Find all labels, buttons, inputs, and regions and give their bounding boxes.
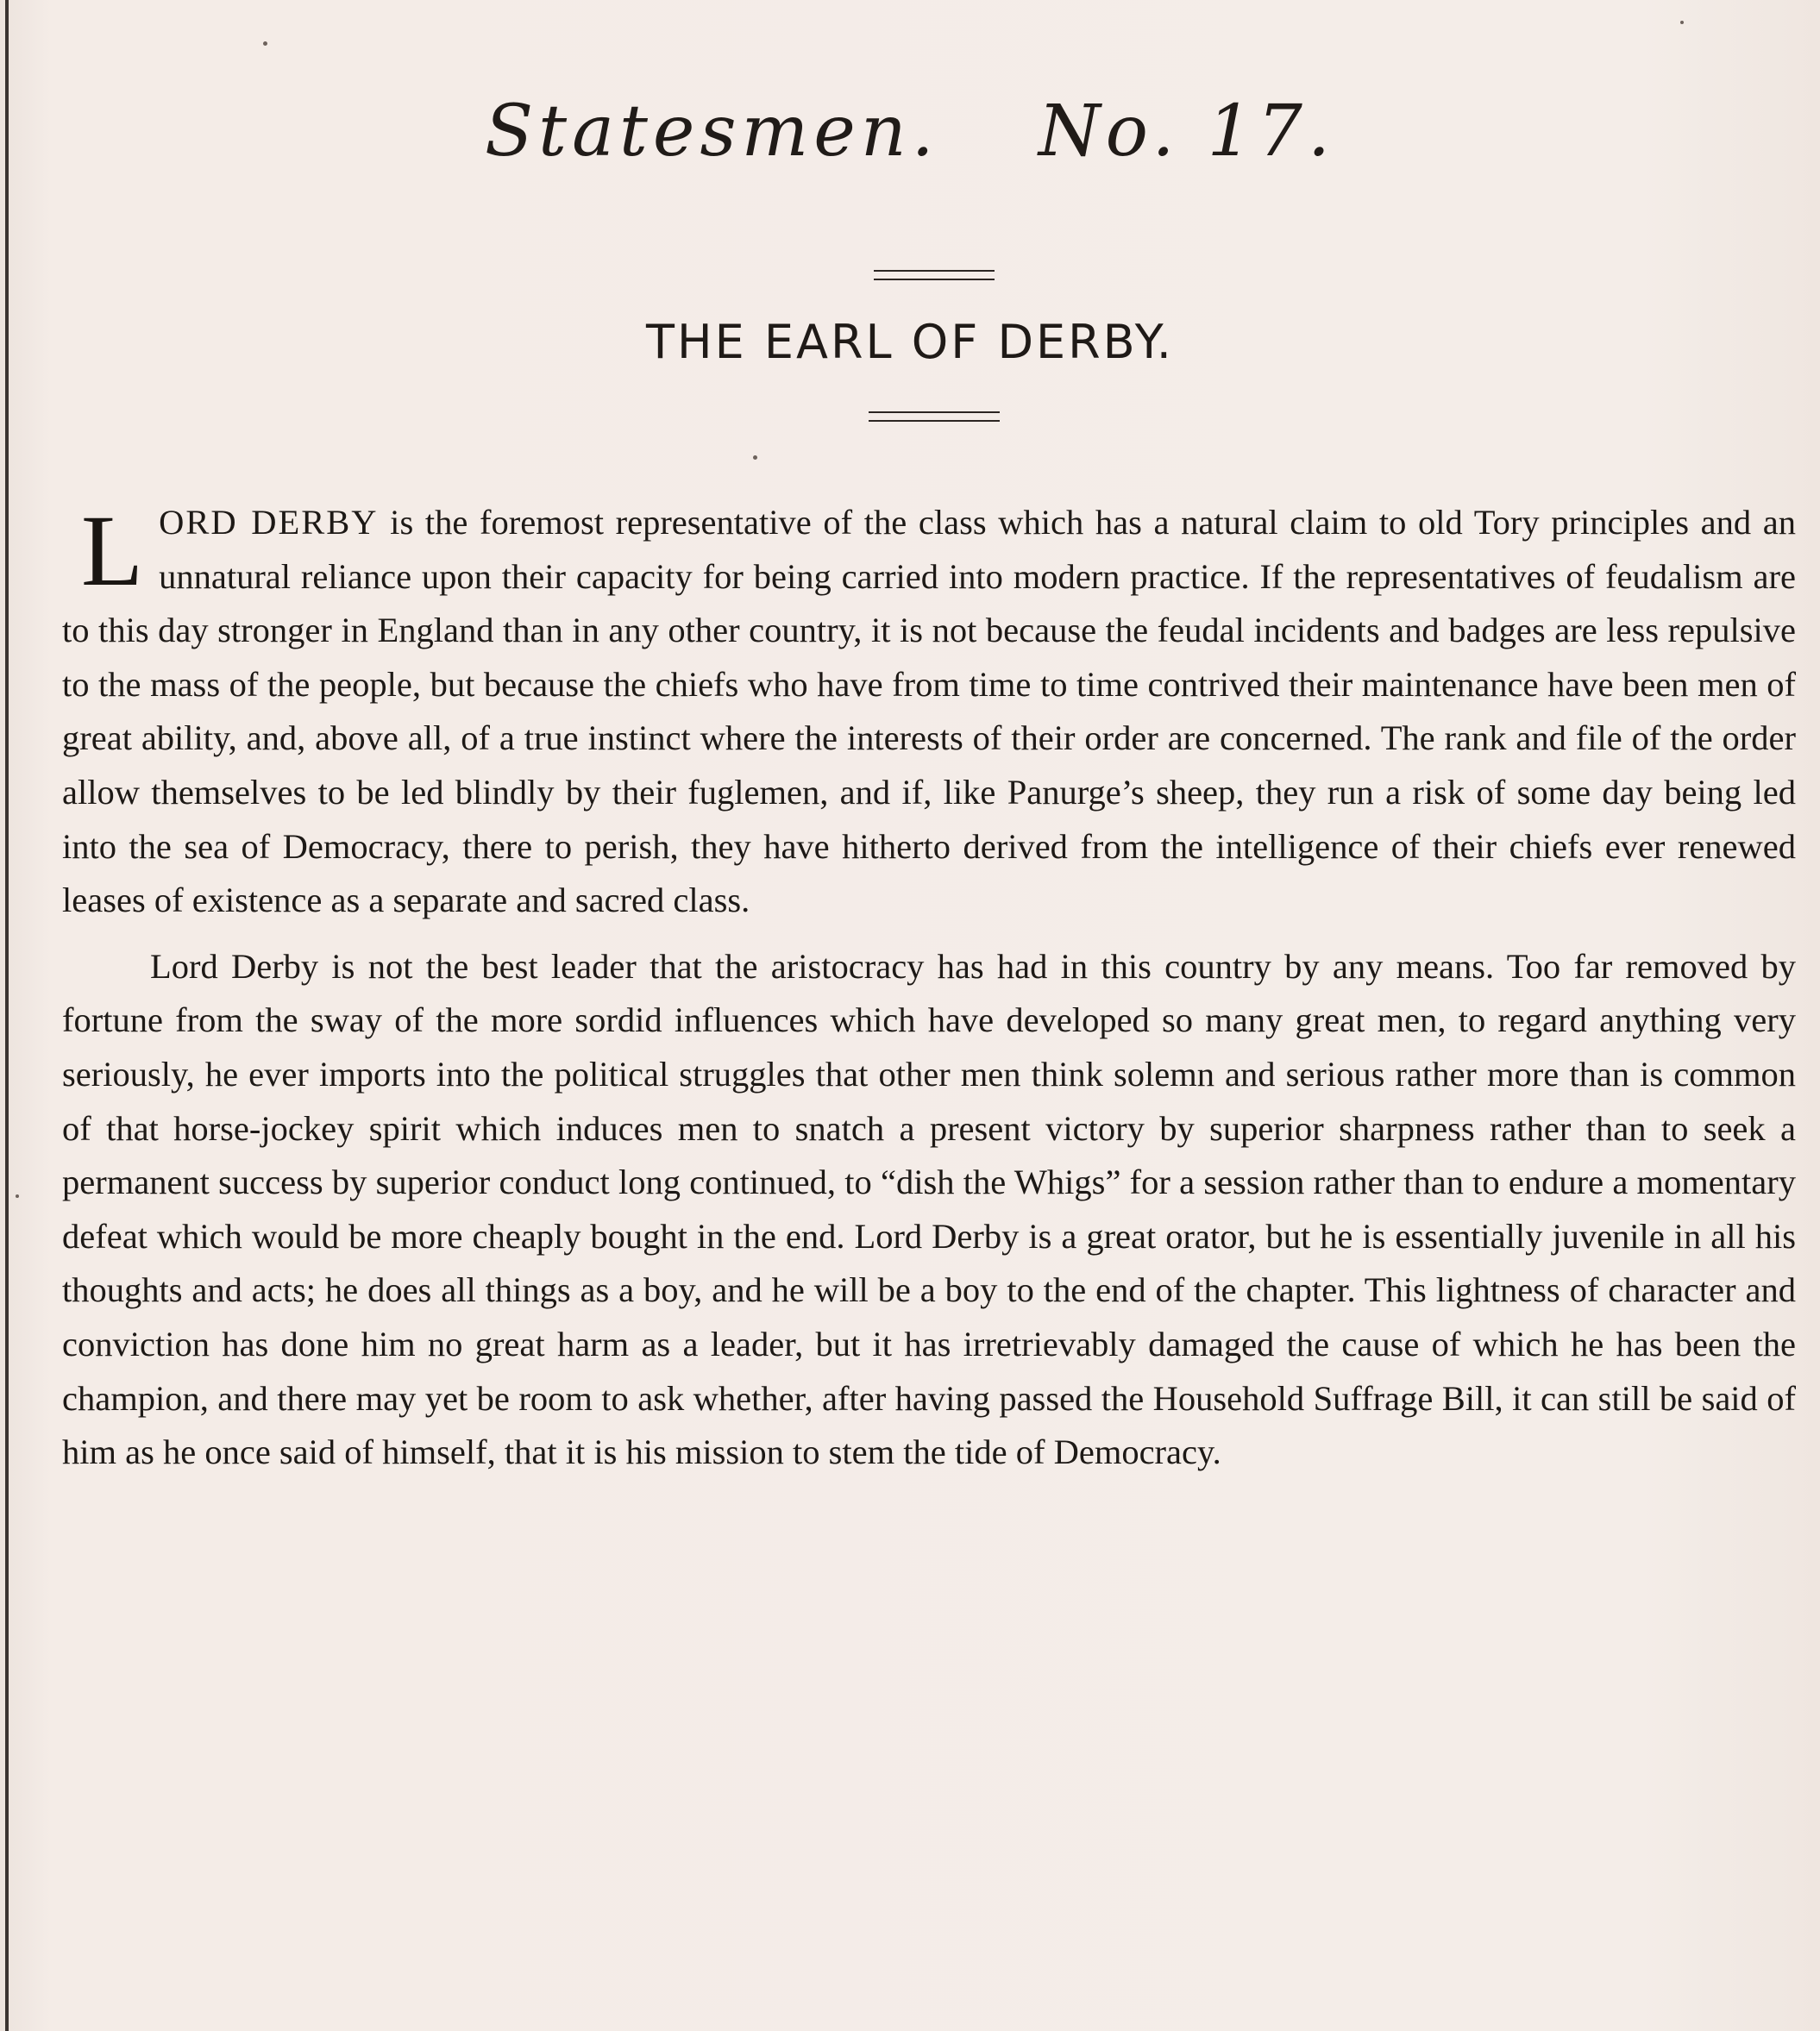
- drop-cap: L: [81, 494, 144, 607]
- paragraph-2: Lord Derby is not the best leader that the aristocracy has had in this country by any means. Too far removed by fortune from the sway of the more sordid influences which have developed so many great men, to regard anything very seriously, he ever imports into the political struggles that other men think solemn and serious rather more than is common of that horse-jockey spirit which induces men to snatch a present victory by superior sharpness rather than to seek a permanent success by superior conduct long continued, to “dish the Whigs” for a session rather than to endure a momentary defeat which would be more cheaply bought in the end. Lord Derby is a great orator, but he is essentially juvenile in all his thoughts and acts; he does all things as a boy, and he will be a boy to the end of the chapter. This lightness of character and conviction has done him no great harm as a leader, but it has irretrievably damaged the cause of which he has been the champion, and there may yet be room to ask whether, after having passed the Household Suffrage Bill, it can still be said of him as he once said of himself, that it is his mission to stem the tide of Democracy.: [62, 946, 1796, 1472]
- paragraph-1: [62, 496, 1796, 928]
- masthead: [0, 91, 1820, 237]
- paper-speck: [1680, 21, 1684, 24]
- binding-edge-rule: [5, 0, 9, 2031]
- paper-speck: [263, 41, 267, 46]
- paragraph-1-text: is the foremost representative of the class which has a natural claim to old Tory principles and an unnatural reliance upon their capacity for being carried into modern practice. If the representatives of feudalism are to this day stronger in England than in any other country, it is not because the feudal incidents and badges are less repulsive to the mass of the people, but because the chiefs who have from time to time contrived their maintenance have been men of great ability, and, above all, of a true instinct where the interests of their order are concerned. The rank and file of the order allow themselves to be led blindly by their fuglemen, and if, like Panurge’s sheep, they run a risk of some day being led into the sea of Democracy, there to perish, they have hitherto derived from the intelligence of their chiefs ever renewed leases of existence as a separate and sacred class.: [62, 503, 1796, 920]
- article-body: [62, 496, 1796, 1480]
- paper-speck: [16, 1194, 19, 1198]
- lead-in-caps: ORD DERBY: [159, 503, 379, 542]
- series-title: Statesmen.: [484, 91, 939, 172]
- paper-speck: [753, 455, 757, 460]
- article-title: THE EARL OF DERBY.: [646, 315, 1174, 369]
- title-rule-top: [874, 270, 995, 280]
- series-number: No. 17.: [1038, 91, 1336, 172]
- title-rule-bottom: [869, 411, 1000, 422]
